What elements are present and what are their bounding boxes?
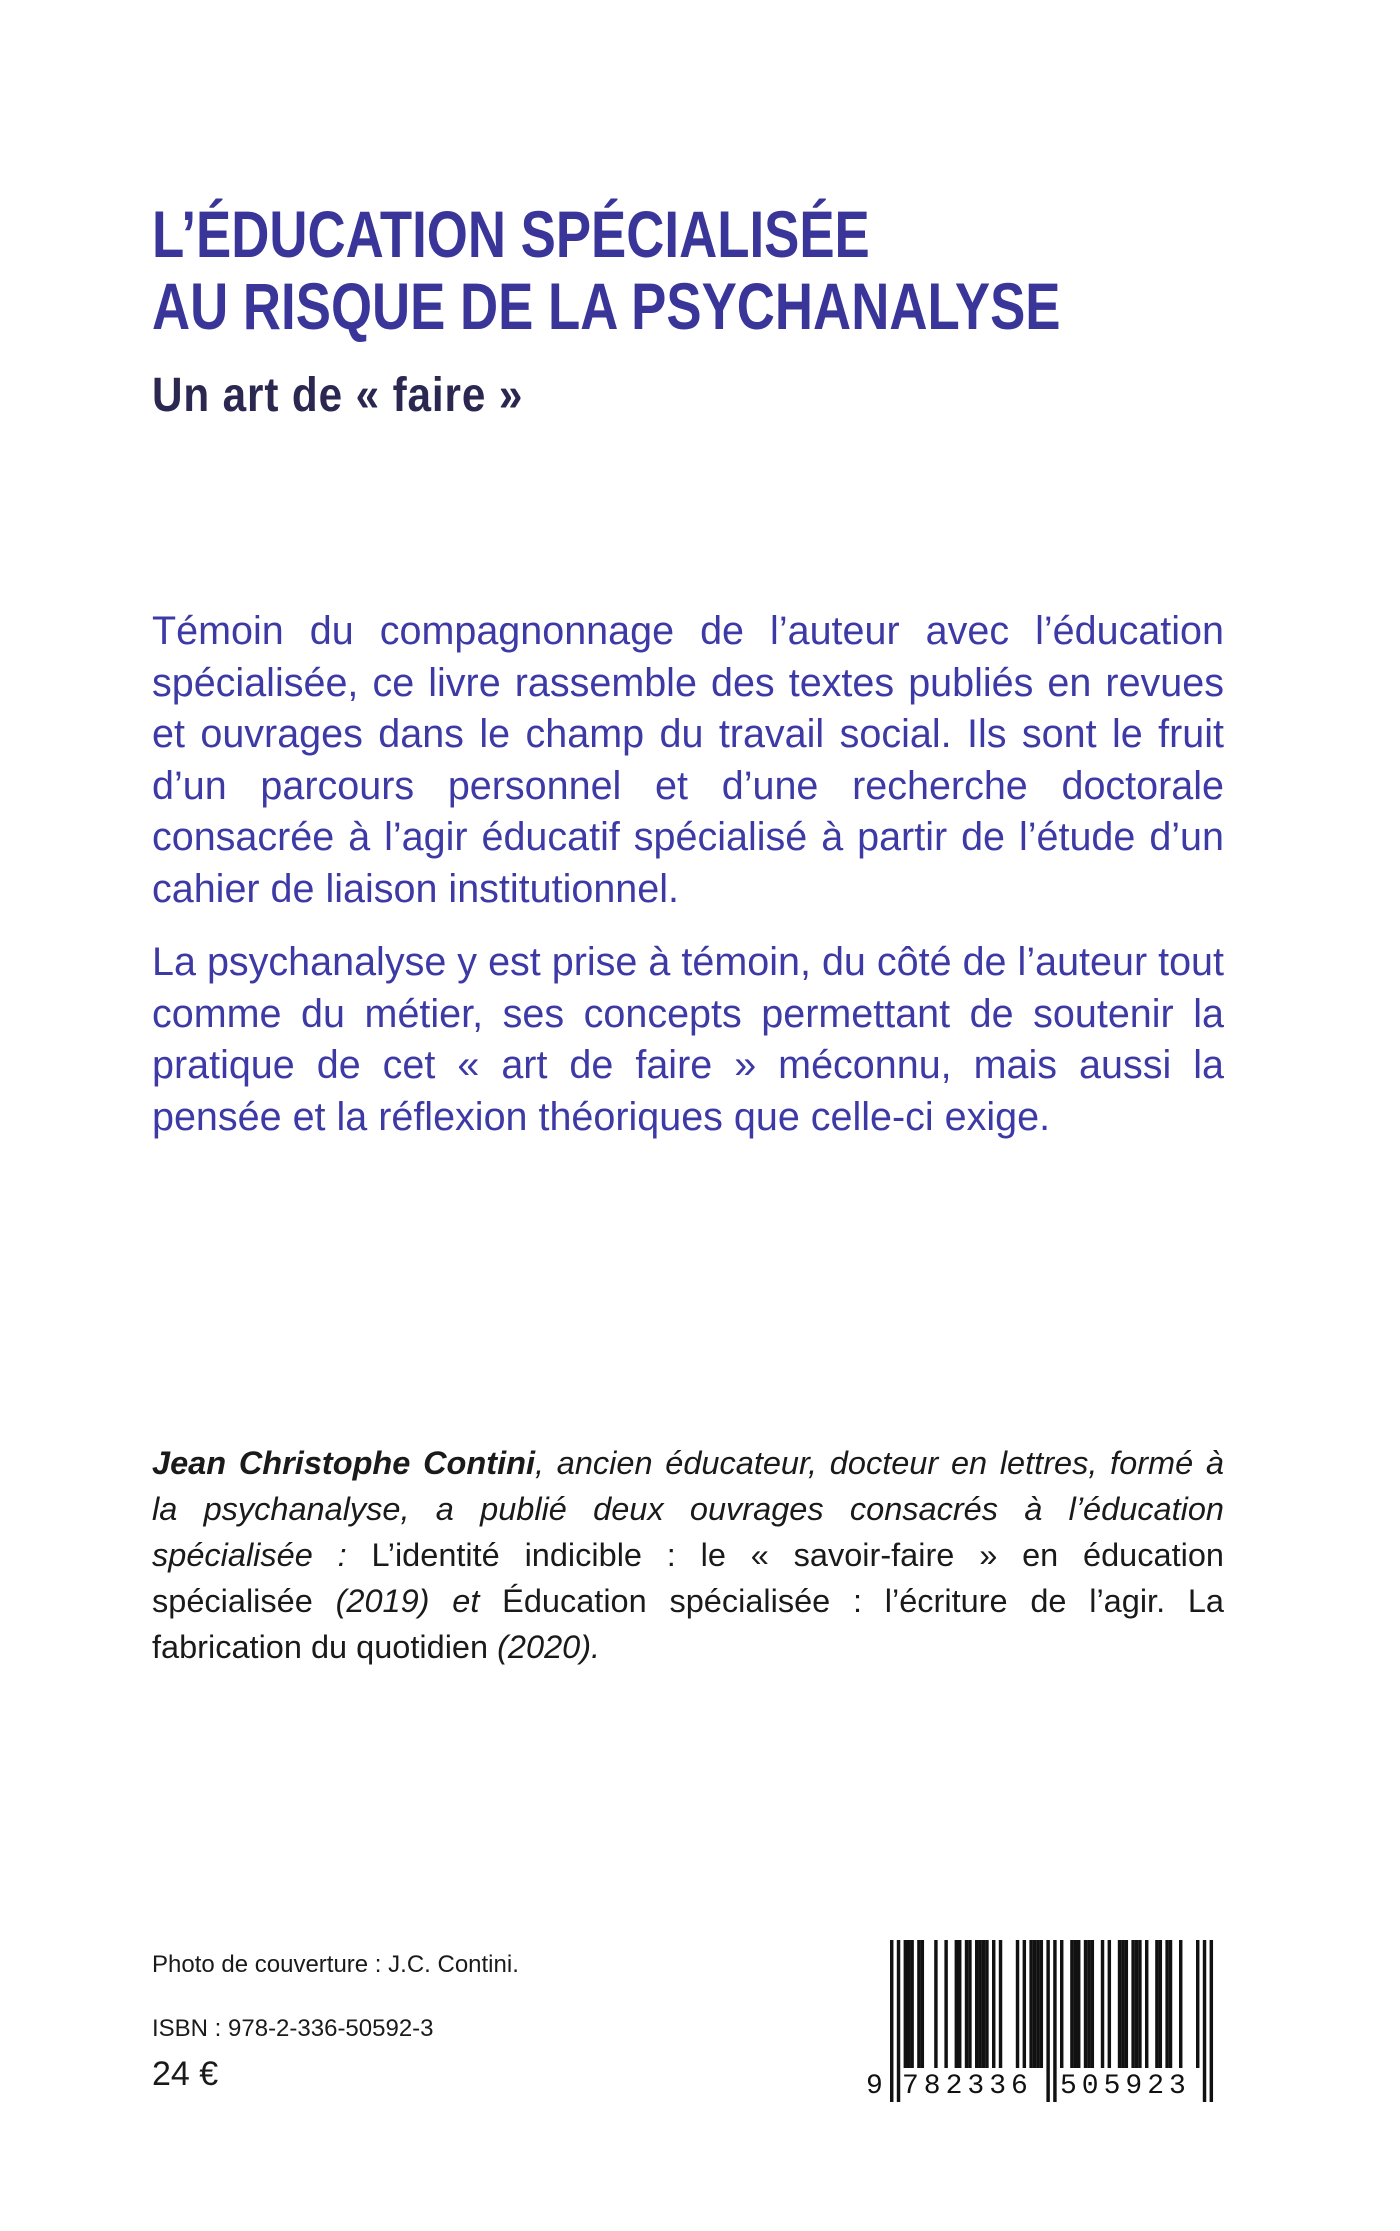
- book-reference-2: Éducation spécialisée : l’écriture de l’agir. La fabrication du quotidien: [152, 1583, 1225, 1665]
- barcode-bar: [1033, 1940, 1036, 2068]
- barcode-guard-bar: [1046, 1940, 1049, 2102]
- barcode-bar: [1016, 1940, 1019, 2068]
- barcode-guard-bar: [1053, 1940, 1056, 2102]
- barcode-bar: [1036, 1940, 1039, 2068]
- isbn: ISBN : 978-2-336-50592-3: [152, 2015, 434, 2042]
- barcode-bar: [1084, 1940, 1087, 2068]
- barcode-bar: [1179, 1940, 1182, 2068]
- book-reference-1-year: (2019) et: [335, 1583, 480, 1619]
- barcode-guard-bar: [1203, 1940, 1206, 2102]
- barcode-bar: [982, 1940, 985, 2068]
- barcode-bar: [1145, 1940, 1148, 2068]
- barcode-bar: [1070, 1940, 1073, 2068]
- barcode-bar: [904, 1940, 907, 2068]
- barcode-bar: [1131, 1940, 1134, 2068]
- barcode-bar: [917, 1940, 920, 2068]
- blurb-paragraph-1: Témoin du compagnonnage de l’auteur avec l’éducation spécialisée, ce livre rassemble des textes publiés en revues et ouvrages dans le champ du travail social. Ils sont le fruit d’un parcours personnel et d’une recherche doctorale consacrée à l’agir éducatif spécialisé à partir de l’étude d’un cahier de liaison institutionnel.: [152, 609, 1224, 911]
- price: 24 €: [152, 2055, 219, 2093]
- barcode-bar: [968, 1940, 971, 2068]
- book-title-line-2: AU RISQUE DE LA PSYCHANALYSE: [152, 269, 1061, 343]
- blurb: [152, 606, 1224, 1165]
- blurb-paragraph-2: La psychanalyse y est prise à témoin, du côté de l’auteur tout comme du métier, ses concepts permettant de soutenir la pratique de cet « art de faire » méconnu, mais aussi la pensée et la réflexion théoriques que celle-ci exige.: [152, 940, 1224, 1139]
- barcode-bar: [1074, 1940, 1077, 2068]
- barcode-bar: [1060, 1940, 1063, 2068]
- barcode-bar: [955, 1940, 958, 2068]
- barcode-bar: [921, 1940, 924, 2068]
- barcode-guard-bar: [1210, 1940, 1213, 2102]
- book-subtitle: Un art de « faire »: [152, 369, 524, 422]
- barcode-bar: [1040, 1940, 1043, 2068]
- barcode-bar: [1159, 1940, 1162, 2068]
- barcode-bar: [1077, 1940, 1080, 2068]
- barcode-bar: [1135, 1940, 1138, 2068]
- barcode-guard-bar: [897, 1940, 900, 2102]
- barcode-bar: [985, 1940, 988, 2068]
- barcode-bar: [965, 1940, 968, 2068]
- book-reference-1: L’identité indicible : le « savoir-faire » en éducation spécialisée: [152, 1537, 1224, 1619]
- barcode-bar: [907, 1940, 910, 2068]
- barcode-bar: [999, 1940, 1002, 2068]
- author-bio-intro: , ancien éducateur, docteur en lettres, formé à la psychanalyse, a publié deux ouvrages consacrés à l’éducation spécialisée :: [152, 1445, 1224, 1573]
- barcode-bar: [1138, 1940, 1141, 2068]
- barcode-bar: [1101, 1940, 1104, 2068]
- barcode-bar: [1091, 1940, 1094, 2068]
- barcode-bar: [1196, 1940, 1199, 2068]
- barcode-bar: [1155, 1940, 1158, 2068]
- barcode-right-group: 505923: [1060, 2071, 1191, 2102]
- barcode-bar: [1165, 1940, 1168, 2068]
- barcode-bar: [975, 1940, 978, 2068]
- barcode-left-group: 782336: [902, 2071, 1033, 2102]
- barcode-bar: [1108, 1940, 1111, 2068]
- barcode-bar: [1087, 1940, 1090, 2068]
- barcode-bar: [958, 1940, 961, 2068]
- barcode-bar: [1029, 1940, 1032, 2068]
- barcode-bar: [934, 1940, 937, 2068]
- barcode-bar: [1023, 1940, 1026, 2068]
- author-bio: [152, 1440, 1224, 1670]
- barcode-bar: [944, 1940, 947, 2068]
- barcode-first-digit: 9: [866, 2071, 883, 2102]
- barcode-bar: [1169, 1940, 1172, 2068]
- barcode-bar: [992, 1940, 995, 2068]
- barcode-bar: [1118, 1940, 1121, 2068]
- barcode-guard-bar: [890, 1940, 893, 2102]
- book-reference-2-year: (2020).: [497, 1629, 601, 1665]
- barcode-bar: [910, 1940, 913, 2068]
- barcode-bar: [1125, 1940, 1128, 2068]
- author-name: Jean Christophe Contini: [152, 1445, 535, 1481]
- book-title-line-1: L’ÉDUCATION SPÉCIALISÉE: [152, 197, 870, 271]
- barcode-bar: [1121, 1940, 1124, 2068]
- photo-credit: Photo de couverture : J.C. Contini.: [152, 1951, 519, 1978]
- barcode-bar: [978, 1940, 981, 2068]
- book-title: [152, 198, 1061, 342]
